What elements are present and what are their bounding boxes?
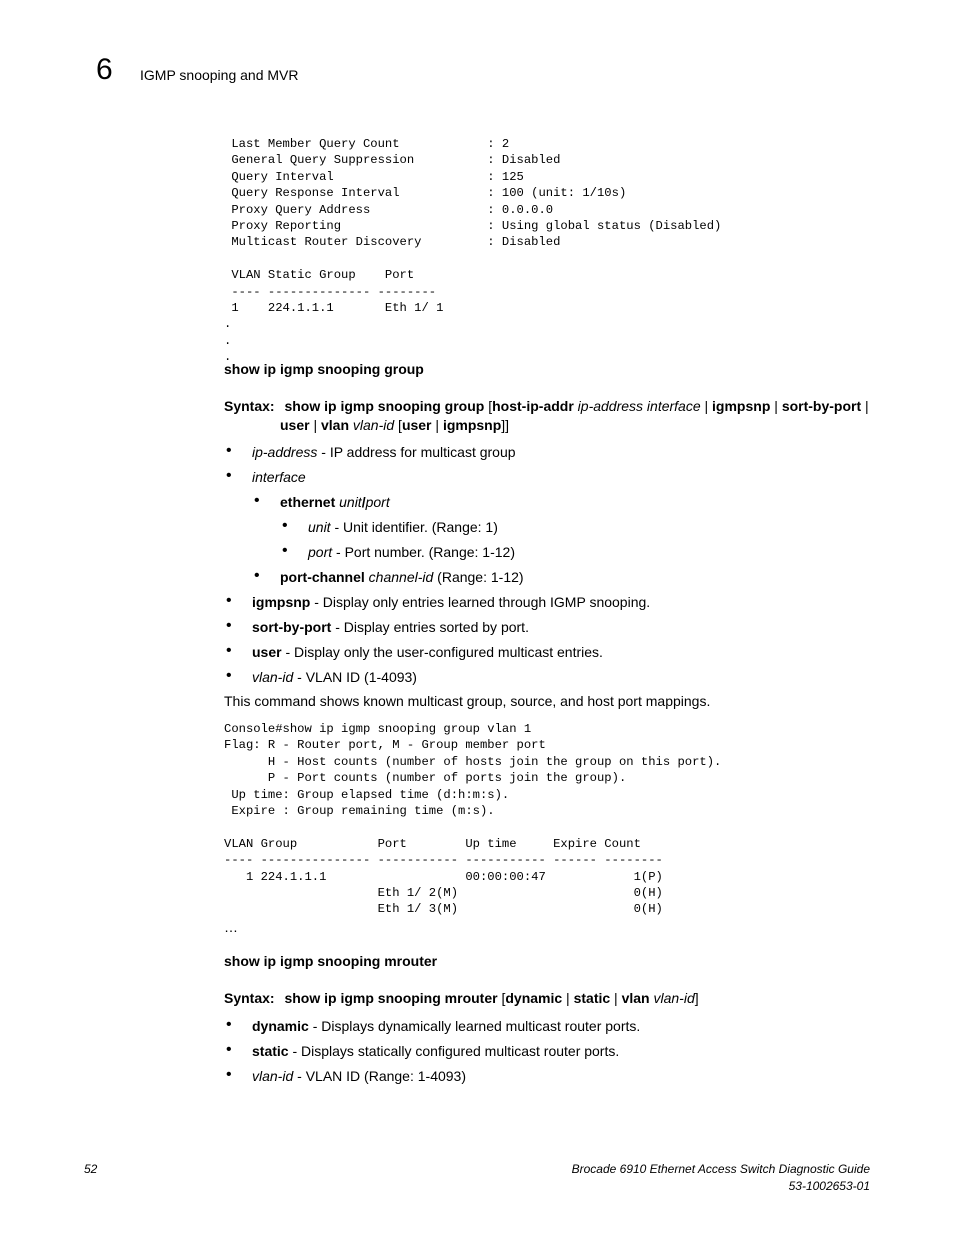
text-run: port-channel (280, 569, 365, 585)
text-run: - Display only entries learned through IGMP snooping. (310, 594, 651, 610)
text-run: [ (484, 398, 493, 414)
param-item (252, 643, 603, 661)
text-run: - Displays statically configured multicast router ports. (288, 1043, 620, 1059)
syntax-label: Syntax: (224, 990, 275, 1006)
param-item (252, 1067, 466, 1085)
text-run: unit (308, 519, 331, 535)
param-item (252, 668, 417, 686)
text-run: port (365, 494, 390, 510)
text-run: unit (335, 494, 362, 510)
chapter-title: IGMP snooping and MVR (140, 67, 299, 83)
text-run: - Display entries sorted by port. (331, 619, 529, 635)
bullet-icon: • (254, 567, 260, 584)
text-run: ip-address interface (573, 398, 701, 414)
syntax-group-line1 (224, 397, 869, 415)
text-run: - IP address for multicast group (317, 444, 516, 460)
text-run: ] (694, 990, 699, 1006)
text-run: port (308, 544, 333, 560)
text-run: igmpsnp (442, 417, 502, 433)
bullet-icon: • (226, 592, 232, 609)
text-run: show ip igmp snooping group (284, 398, 485, 414)
text-run: / (361, 494, 366, 510)
text-run: vlan (321, 417, 350, 433)
text-run: vlan-id (649, 990, 695, 1006)
text-run: | (562, 990, 574, 1006)
text-run: (Range: 1-12) (433, 569, 524, 585)
text-run: - Display only the user-configured multicast entries. (281, 644, 603, 660)
bullet-icon: • (226, 442, 232, 459)
text-run: | (309, 417, 321, 433)
text-run: | (770, 398, 782, 414)
text-run: channel-id (364, 569, 434, 585)
bullet-icon: • (226, 1016, 232, 1033)
bullet-icon: • (282, 517, 288, 534)
text-run: vlan-id (349, 417, 395, 433)
text-run: - VLAN ID (1-4093) (293, 669, 417, 685)
text-run: ip-address (252, 444, 318, 460)
text-run: user (401, 417, 432, 433)
text-run: dynamic (505, 990, 563, 1006)
text-run: vlan-id (252, 669, 294, 685)
text-run: | (861, 398, 869, 414)
text-run: vlan (621, 990, 650, 1006)
text-run: interface (252, 469, 306, 485)
param-item (252, 443, 516, 461)
param-item (280, 493, 390, 511)
text-run: - VLAN ID (Range: 1-4093) (293, 1068, 466, 1084)
text-run: static (252, 1043, 289, 1059)
param-item (252, 1042, 619, 1060)
param-item (308, 518, 498, 536)
text-run: - Unit identifier. (Range: 1) (330, 519, 498, 535)
bullet-icon: • (226, 667, 232, 684)
section-heading-group: show ip igmp snooping group (224, 361, 424, 377)
code-block-config: Last Member Query Count : 2 General Query Suppression : Disabled Query Interval : 125 Query Response Interval : 100 (unit: 1/10s) Proxy Query Address : 0.0.0.0 Proxy Reporting : Using global status (Disabled) Multicast Router Discovery : Disabled VLAN Static Group Port ---- -------------- -------- 1 224.1.1.1 Eth 1/ 1 . . . (224, 137, 722, 365)
param-item (280, 568, 524, 586)
text-run: ethernet (280, 494, 336, 510)
text-run: | (610, 990, 622, 1006)
text-run: static (573, 990, 611, 1006)
bullet-icon: • (282, 542, 288, 559)
text-run: sort-by-port (781, 398, 862, 414)
doc-number: 53-1002653-01 (788, 1179, 870, 1193)
page-number: 52 (84, 1162, 98, 1176)
text-run: igmpsnp (712, 398, 771, 414)
command-description: This command shows known multicast group, source, and host port mappings. (224, 693, 711, 709)
text-run: [ (394, 417, 402, 433)
text-run: show ip igmp snooping mrouter (284, 990, 498, 1006)
text-run: - Displays dynamically learned multicast router ports. (308, 1018, 641, 1034)
text-run: host-ip-addr (492, 398, 574, 414)
text-run: user (280, 417, 310, 433)
section-heading-mrouter: show ip igmp snooping mrouter (224, 953, 438, 969)
syntax-label: Syntax: (224, 398, 275, 414)
syntax-mrouter (224, 989, 699, 1007)
text-run: | (431, 417, 443, 433)
text-run: sort-by-port (252, 619, 332, 635)
text-run: user (252, 644, 282, 660)
bullet-icon: • (226, 617, 232, 634)
param-item (252, 1017, 640, 1035)
param-item (252, 618, 529, 636)
bullet-icon: • (226, 1066, 232, 1083)
text-run: vlan-id (252, 1068, 294, 1084)
guide-title: Brocade 6910 Ethernet Access Switch Diagnostic Guide (571, 1162, 870, 1176)
bullet-icon: • (226, 1041, 232, 1058)
syntax-group-parts (284, 398, 868, 414)
text-run: - Port number. (Range: 1-12) (332, 544, 515, 560)
text-run: igmpsnp (252, 594, 311, 610)
syntax-group-line2 (280, 416, 509, 434)
text-run: [ (497, 990, 506, 1006)
ellipsis: … (224, 919, 238, 935)
chapter-number: 6 (96, 53, 113, 86)
code-block-group-output: Console#show ip igmp snooping group vlan 1 Flag: R - Router port, M - Group member port H - Host counts (number of hosts join the group on this port). P - Port counts (number of ports join the group). Up time: Group elapsed time (d:h:m:s). Expire : Group remaining time (m:s). VLAN Group Port Up time Expire Count ---- --------------- ----------- ----------- ------ -------- 1 224.1.1.1 00:00:00:47 1(P) Eth 1/ 2(M) 0(H) Eth 1/ 3(M) 0(H) (224, 722, 722, 917)
param-item (252, 593, 650, 611)
text-run: | (700, 398, 713, 414)
param-item (252, 468, 306, 486)
bullet-icon: • (226, 467, 232, 484)
text-run: ]] (501, 417, 510, 433)
bullet-icon: • (226, 642, 232, 659)
syntax-mrouter-parts (284, 990, 698, 1006)
param-item (308, 543, 515, 561)
bullet-icon: • (254, 492, 260, 509)
text-run: dynamic (252, 1018, 309, 1034)
